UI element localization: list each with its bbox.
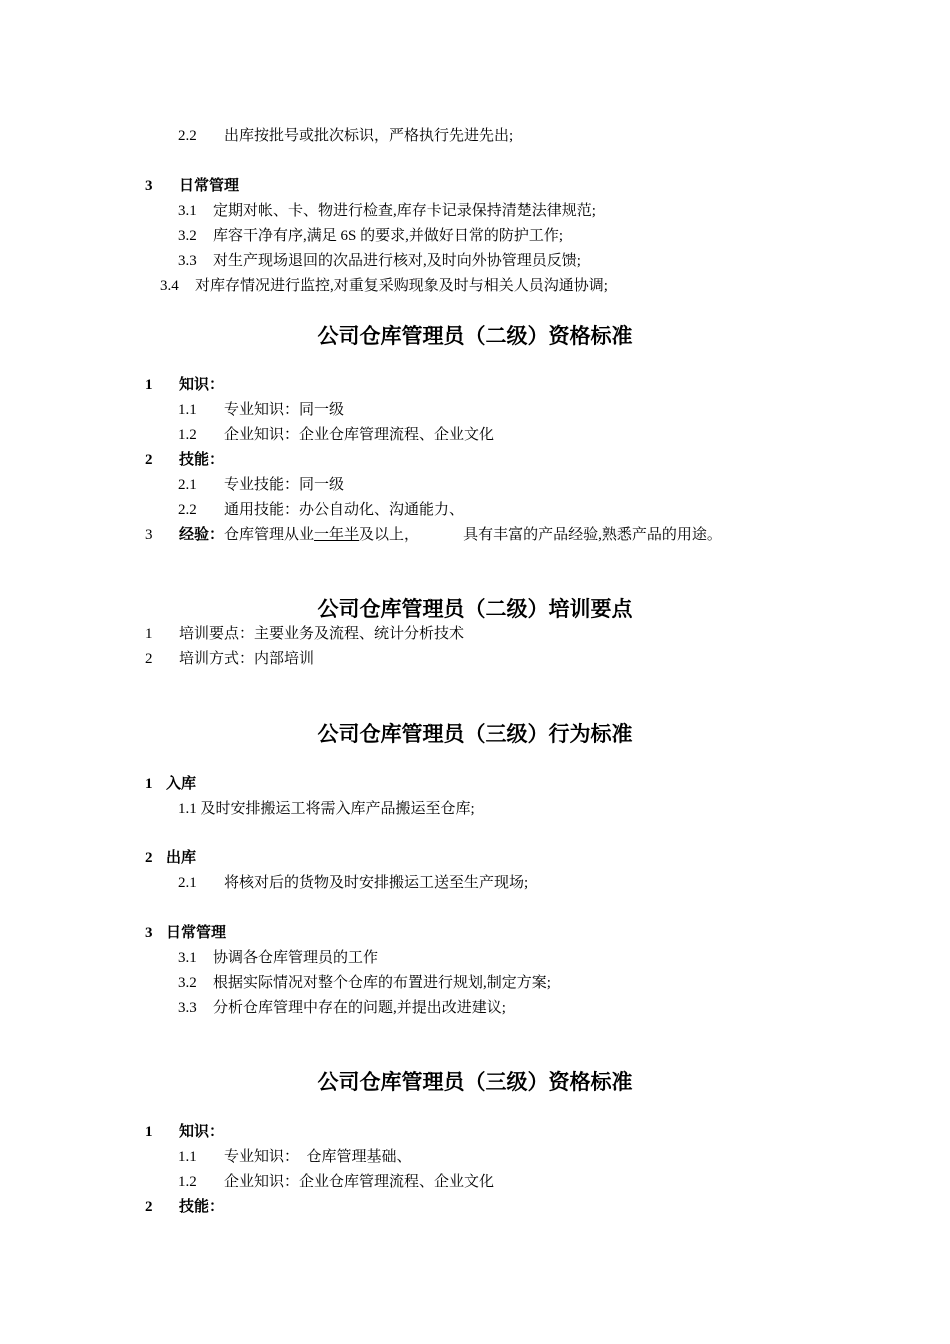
list-item: 2.1 专业技能：同一级 [178, 477, 345, 493]
list-item: 2.1 将核对后的货物及时安排搬运工送至生产现场; [178, 875, 529, 891]
section-title-behaviour-level3: 公司仓库管理员（三级）行为标准 [317, 722, 633, 746]
list-item: 1.2 企业知识：企业仓库管理流程、企业文化 [178, 427, 495, 443]
list-item: 3.1 定期对帐、卡、物进行检查,库存卡记录保持清楚法律规范; [178, 203, 596, 219]
heading-inbound: 1 入库 [145, 776, 197, 792]
list-item: 1 培训要点：主要业务及流程、统计分析技术 [145, 626, 465, 642]
section-title-training-level2: 公司仓库管理员（二级）培训要点 [317, 597, 633, 621]
list-item: 1.1 专业知识：同一级 [178, 402, 345, 418]
heading-knowledge: 1 知识： [145, 1124, 225, 1140]
list-item: 2.2 通用技能：办公自动化、沟通能力、 [178, 502, 465, 518]
list-item: 2 培训方式：内部培训 [145, 651, 315, 667]
list-item: 3.2 根据实际情况对整个仓库的布置进行规划,制定方案; [178, 975, 551, 991]
list-item: 1.1 专业知识： 仓库管理基础、 [178, 1149, 412, 1165]
heading-knowledge: 1 知识： [145, 377, 225, 393]
section-title-qualification-level2: 公司仓库管理员（二级）资格标准 [317, 324, 633, 348]
heading-skills: 2 技能： [145, 452, 225, 468]
list-item: 3.4 对库存情况进行监控,对重复采购现象及时与相关人员沟通协调; [160, 278, 608, 294]
heading-skills: 2 技能： [145, 1199, 225, 1215]
list-item: 1.2 企业知识：企业仓库管理流程、企业文化 [178, 1174, 495, 1190]
experience-line: 3 经验：仓库管理从业一年半及以上， 具有丰富的产品经验,熟悉产品的用途。 [145, 527, 722, 543]
list-item: 1.1 及时安排搬运工将需入库产品搬运至仓库; [178, 801, 475, 817]
list-item: 3.3 对生产现场退回的次品进行核对,及时向外协管理员反馈; [178, 253, 581, 269]
heading-daily-management: 3 日常管理 [145, 178, 240, 194]
heading-outbound: 2 出库 [145, 850, 197, 866]
section-title-qualification-level3: 公司仓库管理员（三级）资格标准 [317, 1070, 633, 1094]
list-item: 3.2 库容干净有序,满足 6S 的要求,并做好日常的防护工作; [178, 228, 564, 244]
heading-daily-management: 3 日常管理 [145, 925, 227, 941]
list-item: 3.3 分析仓库管理中存在的问题,并提出改进建议; [178, 1000, 506, 1016]
list-item: 3.1 协调各仓库管理员的工作 [178, 950, 379, 966]
item-2-2: 2.2 出库按批号或批次标识，严格执行先进先出; [178, 128, 514, 144]
